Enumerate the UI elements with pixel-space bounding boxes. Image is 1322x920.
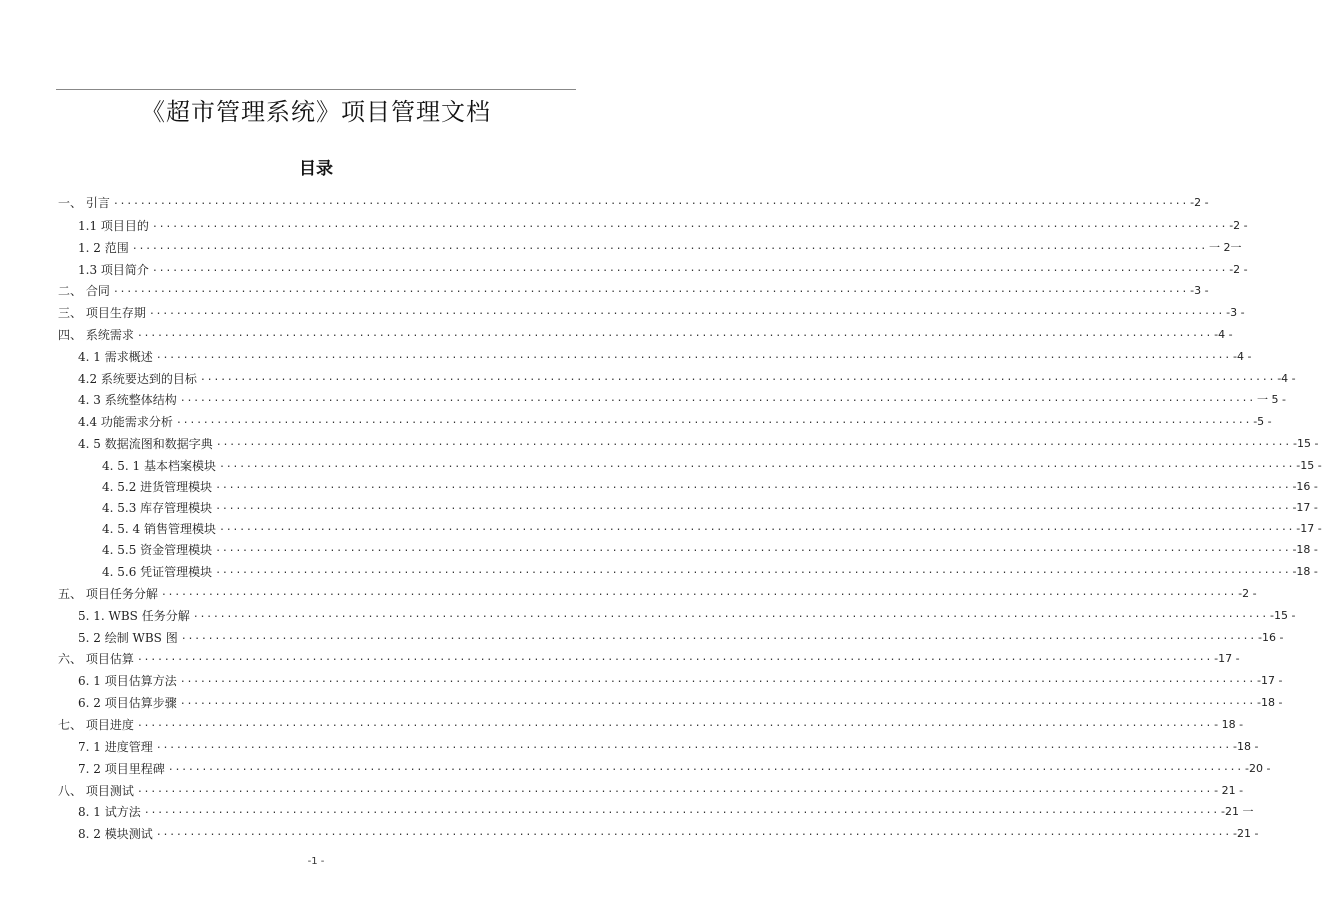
toc-entry[interactable] (78, 390, 1286, 408)
toc-leader-dots: ................................................................................................................................................................ (136, 784, 1213, 795)
toc-entry-label: 4. 5.3 库存管理模块 (102, 500, 213, 515)
toc-entry-label: 6. 1 项目估算方法 (78, 673, 177, 688)
toc-leader-dots: ................................................................................................................................................................ (215, 437, 1291, 448)
toc-entry[interactable] (102, 456, 1322, 474)
toc-leader-dots: ................................................................................................................................................................ (155, 740, 1231, 751)
toc-leader-dots: ................................................................................................................................................................ (160, 587, 1237, 598)
toc-entry-page: -3 - (1226, 305, 1245, 319)
toc-entry-label: 四、 系统需求 (58, 327, 134, 342)
toc-entry[interactable] (58, 325, 1233, 343)
toc-entry-label: 1. 2 范围 (78, 240, 129, 255)
toc-entry-page: -18 - (1257, 695, 1283, 709)
toc-entry-label: 1.1 项目目的 (78, 218, 149, 233)
toc-heading: 目录 (299, 159, 333, 179)
toc-entry-label: 5. 1. WBS 任务分解 (78, 608, 190, 623)
toc-entry-page: 一 5 - (1257, 393, 1286, 406)
toc-entry-label: 4. 5.5 资金管理模块 (102, 542, 213, 557)
toc-leader-dots: ................................................................................................................................................................ (112, 284, 1189, 295)
toc-leader-dots: ................................................................................................................................................................ (215, 543, 1291, 554)
toc-leader-dots: ................................................................................................................................................................ (215, 480, 1291, 491)
toc-entry-page: -2 - (1229, 218, 1248, 232)
toc-entry-page: -15 - (1296, 458, 1322, 472)
toc-entry-page: -3 - (1190, 283, 1209, 297)
toc-entry-page: - 18 - (1214, 717, 1244, 731)
toc-leader-dots: ................................................................................................................................................................ (148, 306, 1225, 317)
toc-entry-label: 4. 3 系统整体结构 (78, 392, 177, 407)
toc-entry-page: -18 - (1292, 564, 1318, 578)
toc-entry-label: 三、 项目生存期 (58, 305, 146, 320)
toc-entry[interactable] (78, 238, 1242, 256)
toc-entry[interactable] (58, 715, 1244, 733)
toc-entry-page: -21 - (1233, 826, 1259, 840)
toc-entry-label: 4. 1 需求概述 (78, 349, 153, 364)
toc-entry[interactable] (58, 281, 1209, 299)
toc-entry-page: -16 - (1258, 630, 1284, 644)
toc-leader-dots: ................................................................................................................................................................ (151, 219, 1228, 230)
toc-leader-dots: ................................................................................................................................................................ (179, 696, 1255, 707)
toc-entry-label: 4.2 系统要达到的目标 (78, 371, 197, 386)
toc-entry-label: 五、 项目任务分解 (58, 586, 158, 601)
toc-leader-dots: ................................................................................................................................................................ (136, 328, 1213, 339)
toc-leader-dots: ................................................................................................................................................................ (112, 196, 1189, 207)
toc-entry[interactable] (58, 584, 1257, 602)
toc-leader-dots: ................................................................................................................................................................ (151, 263, 1228, 274)
toc-entry[interactable] (78, 824, 1259, 842)
toc-entry-page: -4 - (1277, 371, 1296, 385)
toc-leader-dots: ................................................................................................................................................................ (167, 762, 1243, 773)
toc-entry[interactable] (58, 303, 1245, 321)
toc-leader-dots: ................................................................................................................................................................ (192, 609, 1268, 620)
toc-entry-label: 4. 5. 1 基本档案模块 (102, 458, 216, 473)
toc-leader-dots: ................................................................................................................................................................ (180, 631, 1256, 642)
toc-leader-dots: ................................................................................................................................................................ (136, 652, 1213, 663)
toc-leader-dots: ................................................................................................................................................................ (143, 805, 1219, 816)
toc-leader-dots: ................................................................................................................................................................ (199, 372, 1276, 383)
toc-entry-page: -2 - (1229, 262, 1248, 276)
toc-entry[interactable] (78, 260, 1248, 278)
toc-entry-page: -18 - (1233, 739, 1259, 753)
toc-leader-dots: ................................................................................................................................................................ (155, 827, 1231, 838)
toc-entry[interactable] (78, 434, 1319, 452)
toc-entry-label: 4. 5.6 凭证管理模块 (102, 564, 213, 579)
toc-entry-label: 4. 5 数据流图和数据字典 (78, 436, 213, 451)
toc-entry[interactable] (102, 562, 1318, 580)
toc-leader-dots: ................................................................................................................................................................ (215, 501, 1291, 512)
toc-entry-page: -18 - (1292, 542, 1318, 556)
toc-entry-label: 4. 5. 4 销售管理模块 (102, 521, 216, 536)
toc-leader-dots: ................................................................................................................................................................ (131, 241, 1207, 252)
toc-leader-dots: ................................................................................................................................................................ (175, 415, 1252, 426)
toc-entry[interactable] (102, 477, 1318, 495)
toc-entry[interactable] (78, 369, 1296, 387)
toc-entry-label: 1.3 项目简介 (78, 262, 149, 277)
toc-entry-page: -20 - (1245, 761, 1271, 775)
toc-entry-label: 七、 项目进度 (58, 717, 134, 732)
toc-entry[interactable] (78, 347, 1252, 365)
toc-entry[interactable] (78, 671, 1283, 689)
toc-entry-label: 8. 1 试方法 (78, 804, 141, 819)
toc-entry-label: 8. 2 模块测试 (78, 826, 153, 841)
page-number: -1 - (307, 856, 325, 867)
toc-entry-label: 4. 5.2 进货管理模块 (102, 479, 213, 494)
toc-entry-label: 7. 1 进度管理 (78, 739, 153, 754)
toc-entry-label: 4.4 功能需求分析 (78, 414, 173, 429)
toc-entry-page: -15 - (1270, 608, 1296, 622)
toc-entry[interactable] (102, 519, 1322, 537)
toc-entry-label: 5. 2 绘制 WBS 图 (78, 630, 178, 645)
toc-entry-page: -4 - (1233, 349, 1252, 363)
toc-entry[interactable] (78, 412, 1272, 430)
toc-entry-page: -17 - (1296, 521, 1322, 535)
toc-entry-page: -17 - (1257, 673, 1283, 687)
toc-entry-label: 八、 项目测试 (58, 783, 134, 798)
toc-entry-page: 一 2一 (1209, 241, 1242, 254)
toc-entry[interactable] (78, 759, 1271, 777)
toc-entry-label: 6. 2 项目估算步骤 (78, 695, 177, 710)
toc-entry-page: -15 - (1293, 436, 1319, 450)
toc-entry[interactable] (78, 216, 1248, 234)
toc-entry-label: 二、 合同 (58, 283, 110, 298)
toc-entry-page: -16 - (1292, 479, 1318, 493)
toc-leader-dots: ................................................................................................................................................................ (215, 565, 1291, 576)
toc-entry-page: -2 - (1190, 195, 1209, 209)
toc-leader-dots: ................................................................................................................................................................ (155, 350, 1231, 361)
toc-entry-label: 7. 2 项目里程碑 (78, 761, 165, 776)
toc-entry[interactable] (78, 802, 1254, 820)
toc-entry[interactable] (78, 628, 1284, 646)
toc-leader-dots: ................................................................................................................................................................ (218, 459, 1295, 470)
document-title: 《超市管理系统》项目管理文档 (141, 98, 491, 126)
toc-entry-page: - 21 - (1214, 783, 1244, 797)
toc-entry-page: -17 - (1214, 651, 1240, 665)
toc-entry[interactable] (102, 498, 1318, 516)
toc-leader-dots: ................................................................................................................................................................ (179, 393, 1255, 404)
toc-entry-page: -17 - (1292, 500, 1318, 514)
toc-entry[interactable] (78, 737, 1259, 755)
toc-leader-dots: ................................................................................................................................................................ (136, 718, 1213, 729)
toc-entry-page: -4 - (1214, 327, 1233, 341)
toc-entry[interactable] (78, 693, 1283, 711)
toc-entry-page: -21 一 (1221, 805, 1254, 818)
toc-leader-dots: ................................................................................................................................................................ (179, 674, 1255, 685)
toc-entry[interactable] (102, 540, 1318, 558)
toc-entry[interactable] (58, 649, 1240, 667)
toc-entry-page: -2 - (1238, 586, 1257, 600)
toc-entry-label: 六、 项目估算 (58, 651, 134, 666)
toc-entry[interactable] (58, 193, 1209, 211)
toc-leader-dots: ................................................................................................................................................................ (218, 522, 1295, 533)
toc-entry[interactable] (58, 781, 1244, 799)
toc-entry-label: 一、 引言 (58, 195, 110, 210)
toc-entry[interactable] (78, 606, 1296, 624)
toc-entry-page: -5 - (1253, 414, 1272, 428)
